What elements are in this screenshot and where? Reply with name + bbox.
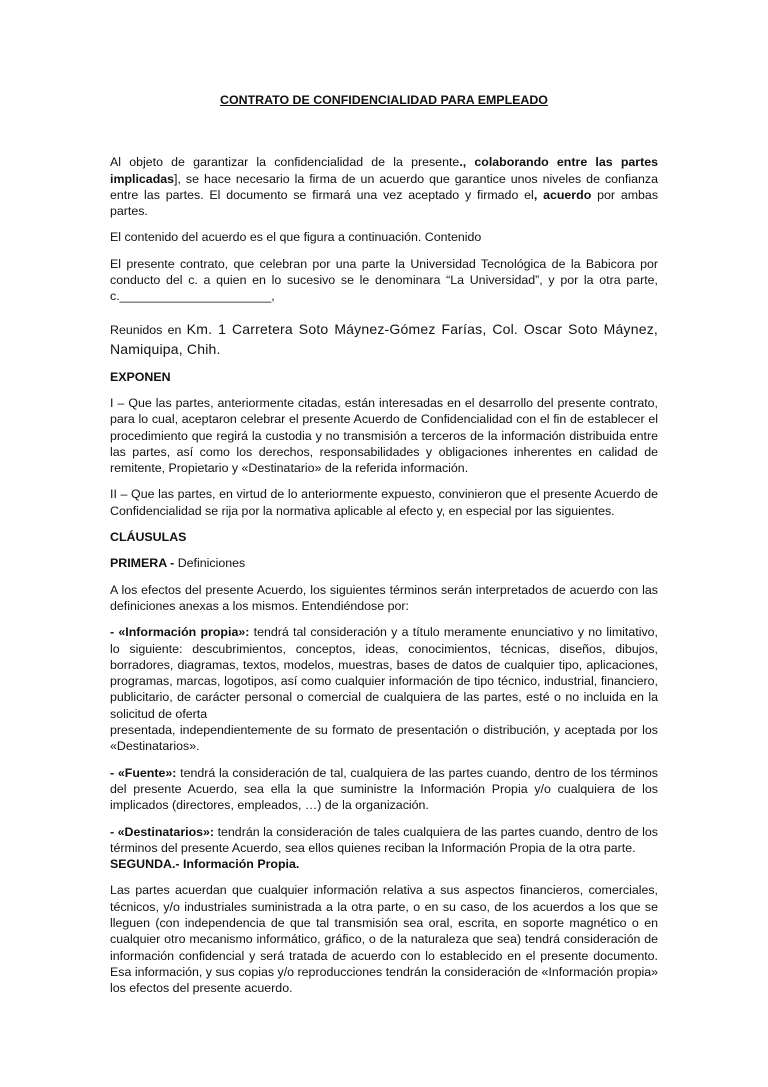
segunda-heading: SEGUNDA.- Información Propia. <box>110 857 300 872</box>
intro-text-1: Al objeto de garantizar la confidencialidad de la presente <box>110 155 460 170</box>
def-informacion-continued: presentada, independientemente de su formato de presentación o distribución, y aceptada por los «Destinatarios». <box>110 723 658 754</box>
def-informacion-term: - «Información propia»: <box>110 625 250 640</box>
intro-paragraph <box>110 154 658 219</box>
segunda-text: Las partes acuerdan que cualquier información relativa a sus aspectos financieros, comerciales, técnicos, y/o industriales suministrada a la otra parte, o en su caso, de los acuerdos a los que se lleguen (con independencia de que tal transmisión sea oral, escrita, en soporte magnético o en cualquier otro mecanismo informático, gráfico, o de la naturaleza que sea) tendrá consideración de información confidencial y será tratada de acuerdo con lo establecido en el presente documento. Esa información, y sus copias y/o reproducciones tendrán la consideración de «Información propia» los efectos del presente acuerdo. <box>110 883 658 996</box>
reunidos-lead: Reunidos en <box>110 322 187 337</box>
def-destinatarios-text: tendrán la consideración de tales cualquiera de las partes cuando, dentro de los términos del presente Acuerdo, sea ellos quienes reciban la Información Propia de la otra parte. <box>110 824 658 855</box>
clausulas-heading: CLÁUSULAS <box>110 530 187 545</box>
primera-title: Definiciones <box>174 556 246 571</box>
def-informacion-paragraph <box>110 624 658 722</box>
reunidos-address: Km. 1 Carretera Soto Máynez-Gómez Farías, Col. Oscar Soto Máynez, Namiquipa, Chih. <box>110 320 658 357</box>
exponen-2-paragraph: II – Que las partes, en virtud de lo anteriormente expuesto, convinieron que el presente Acuerdo de Confidencialidad se rija por la normativa aplicable al efecto y, en especial por las siguientes. <box>110 487 658 518</box>
def-fuente-text: tendrá la consideración de tal, cualquiera de las partes cuando, dentro de los términos del presente Acuerdo, sea ella la que suministre la Información Propia y/o cualquiera de los implicados (directores, empleados, …) de la organización. <box>110 765 658 813</box>
reunidos-paragraph <box>110 319 658 359</box>
exponen-heading: EXPONEN <box>110 369 171 384</box>
exponen-1-paragraph: I – Que las partes, anteriormente citadas, están interesadas en el desarrollo del presente contrato, para lo cual, aceptaron celebrar el presente Acuerdo de Confidencialidad con el fin de establecer el procedimiento que regirá la custodia y no transmisión a terceros de la información distribuida entre las partes, así como los derechos, responsabilidades y obligaciones inherentes en calidad de remitente, Propietario y «Destinatario» de la referida información. <box>110 395 658 476</box>
intro-text-3: por ambas partes. <box>110 187 659 219</box>
def-destinatarios-term: - «Destinatarios»: <box>110 824 215 839</box>
intro-text-2: ], se hace necesario la firma de un acuerdo que garantice unos niveles de confianza entre las partes. El documento se firmará una vez aceptado y firmado el <box>110 171 658 202</box>
def-informacion-text: tendrá tal consideración y a título meramente enunciativo y no limitativo, lo siguiente: descubrimientos, conceptos, ideas, conocimientos, técnicas, diseños, dibujos, borradores, diagramas, textos, modelos, muestras, bases de datos de cualquier tipo, aplicaciones, programas, marcas, logotipos, así como cualquier información de tipo técnico, industrial, financiero, publicitario, de carácter personal o comercial de cualquiera de las partes, esté o no incluida en la solicitud de oferta <box>110 625 658 721</box>
primera-text: A los efectos del presente Acuerdo, los siguientes términos serán interpretados de acuerdo con las definiciones anexas a los mismos. Entendiéndose por: <box>110 582 658 613</box>
def-fuente-paragraph <box>110 765 658 814</box>
def-destinatarios-paragraph <box>110 824 658 857</box>
document-title: CONTRATO DE CONFIDENCIALIDAD PARA EMPLEADO <box>220 93 548 107</box>
def-fuente-term: - «Fuente»: <box>110 765 177 780</box>
intro-bold-1: ., colaborando entre las partes implicadas <box>110 155 659 186</box>
primera-heading <box>110 555 658 571</box>
intro-bold-2: , acuerdo <box>533 187 592 202</box>
primera-label: PRIMERA - <box>110 556 175 571</box>
contenido-paragraph: El contenido del acuerdo es el que figura a continuación. Contenido <box>110 230 482 245</box>
document-page <box>110 92 658 1006</box>
presente-contrato-paragraph: El presente contrato, que celebran por una parte la Universidad Tecnológica de la Babicora por conducto del c. a quien en lo sucesivo se le denominara “La Universidad”, y por la otra parte, c.______________________, <box>110 256 658 304</box>
